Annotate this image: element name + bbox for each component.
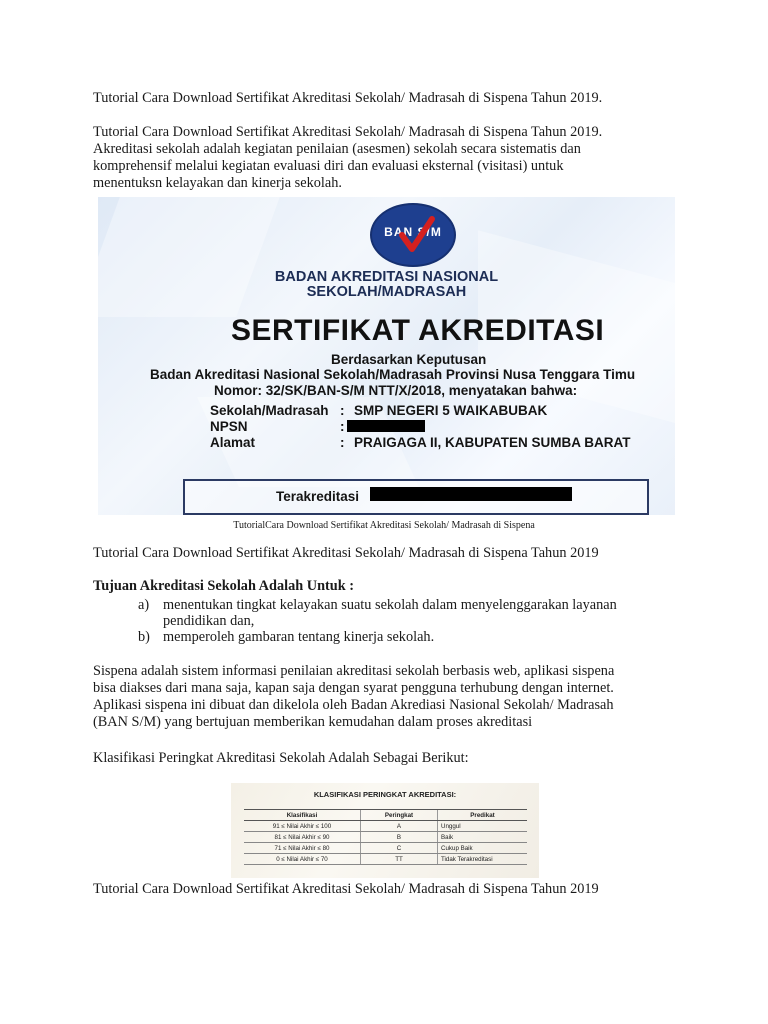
table-cell: 91 ≤ Nilai Akhir ≤ 100 xyxy=(244,821,361,832)
table-cell: 81 ≤ Nilai Akhir ≤ 90 xyxy=(244,832,361,843)
goals-heading: Tujuan Akreditasi Sekolah Adalah Untuk : xyxy=(93,578,355,594)
npsn-label: NPSN xyxy=(210,419,248,434)
address-separator: : xyxy=(340,435,345,450)
intro-line-4: menentuksn kelayakan dan kinerja sekolah. xyxy=(93,175,342,191)
sispena-line-2: bisa diakses dari mana saja, kapan saja dengan syarat pengguna terhubung dengan internet. xyxy=(93,680,614,696)
table-cell: 71 ≤ Nilai Akhir ≤ 80 xyxy=(244,843,361,854)
table-cell: A xyxy=(361,821,438,832)
school-separator: : xyxy=(340,403,345,418)
table-cell: Baik xyxy=(438,832,528,843)
classification-table xyxy=(244,809,527,865)
table-row xyxy=(244,843,527,854)
sispena-line-3: Aplikasi sispena ini dibuat dan dikelola oleh Badan Akrediasi Nasional Sekolah/ Madrasah xyxy=(93,697,614,713)
npsn-redaction xyxy=(347,420,425,432)
certificate-org-line-1: BADAN AKREDITASI NASIONAL xyxy=(274,269,499,285)
school-value: SMP NEGERI 5 WAIKABUBAK xyxy=(354,403,548,418)
after-image-text: Tutorial Cara Download Sertifikat Akreditasi Sekolah/ Madrasah di Sispena Tahun 2019 xyxy=(93,545,599,561)
table-cell: TT xyxy=(361,854,438,865)
table-header-row xyxy=(244,810,527,821)
accreditation-box xyxy=(183,479,649,515)
table-row xyxy=(244,854,527,865)
list-item-text: pendidikan dan, xyxy=(163,613,255,629)
classification-table-image xyxy=(231,783,539,878)
school-label: Sekolah/Madrasah xyxy=(210,403,329,418)
table-cell: Cukup Baik xyxy=(438,843,528,854)
column-header: Klasifikasi xyxy=(244,810,361,821)
npsn-separator: : xyxy=(340,419,345,434)
table-row xyxy=(244,832,527,843)
list-item-text: menentukan tingkat kelayakan suatu sekolah dalam menyelenggarakan layanan xyxy=(163,597,617,613)
accredited-label: Terakreditasi xyxy=(276,489,360,504)
certificate-image xyxy=(98,197,675,515)
certificate-decree-line: Berdasarkan Keputusan xyxy=(331,352,487,367)
list-item-text: memperoleh gambaran tentang kinerja sekolah. xyxy=(163,629,435,645)
list-marker: b) xyxy=(138,629,150,645)
intro-line-2: Akreditasi sekolah adalah kegiatan penilaian (asesmen) sekolah secara sistematis dan xyxy=(93,141,581,157)
certificate-org-line-2: SEKOLAH/MADRASAH xyxy=(306,284,467,300)
address-label: Alamat xyxy=(210,435,256,450)
document-heading: Tutorial Cara Download Sertifikat Akreditasi Sekolah/ Madrasah di Sispena Tahun 2019. xyxy=(93,90,603,106)
sispena-line-1: Sispena adalah sistem informasi penilaian akreditasi sekolah berbasis web, aplikasi sispena xyxy=(93,663,615,679)
table-cell: B xyxy=(361,832,438,843)
intro-line-1: Tutorial Cara Download Sertifikat Akreditasi Sekolah/ Madrasah di Sispena Tahun 2019. xyxy=(93,124,603,140)
list-marker: a) xyxy=(138,597,150,613)
table-cell: Unggul xyxy=(438,821,528,832)
checkmark-icon xyxy=(372,205,454,265)
classification-intro: Klasifikasi Peringkat Akreditasi Sekolah Adalah Sebagai Berikut: xyxy=(93,750,469,766)
column-header: Peringkat xyxy=(361,810,438,821)
table-row xyxy=(244,821,527,832)
intro-line-3: komprehensif melalui kegiatan evaluasi diri dan evaluasi eksternal (visitasi) untuk xyxy=(93,158,564,174)
table-cell: C xyxy=(361,843,438,854)
certificate-number-line: Nomor: 32/SK/BAN-S/M NTT/X/2018, menyatakan bahwa: xyxy=(214,383,578,398)
certificate-issuer-line: Badan Akreditasi Nasional Sekolah/Madrasah Provinsi Nusa Tenggara Timu xyxy=(150,367,636,382)
table-cell: 0 ≤ Nilai Akhir ≤ 70 xyxy=(244,854,361,865)
certificate-title: SERTIFIKAT AKREDITASI xyxy=(231,314,605,347)
column-header: Predikat xyxy=(438,810,528,821)
logo-text: BAN S/M xyxy=(384,225,442,239)
accredited-redaction xyxy=(370,487,572,501)
ban-sm-logo xyxy=(370,203,456,267)
footer-text: Tutorial Cara Download Sertifikat Akreditasi Sekolah/ Madrasah di Sispena Tahun 2019 xyxy=(93,881,599,897)
address-value: PRAIGAGA II, KABUPATEN SUMBA BARAT xyxy=(354,435,631,450)
table-cell: Tidak Terakreditasi xyxy=(438,854,528,865)
classification-table-title: KLASIFIKASI PERINGKAT AKREDITASI: xyxy=(313,790,457,799)
sispena-line-4: (BAN S/M) yang bertujuan memberikan kemudahan dalam proses akreditasi xyxy=(93,714,533,730)
image-caption: TutorialCara Download Sertifikat Akreditasi Sekolah/ Madrasah di Sispena xyxy=(233,520,535,531)
